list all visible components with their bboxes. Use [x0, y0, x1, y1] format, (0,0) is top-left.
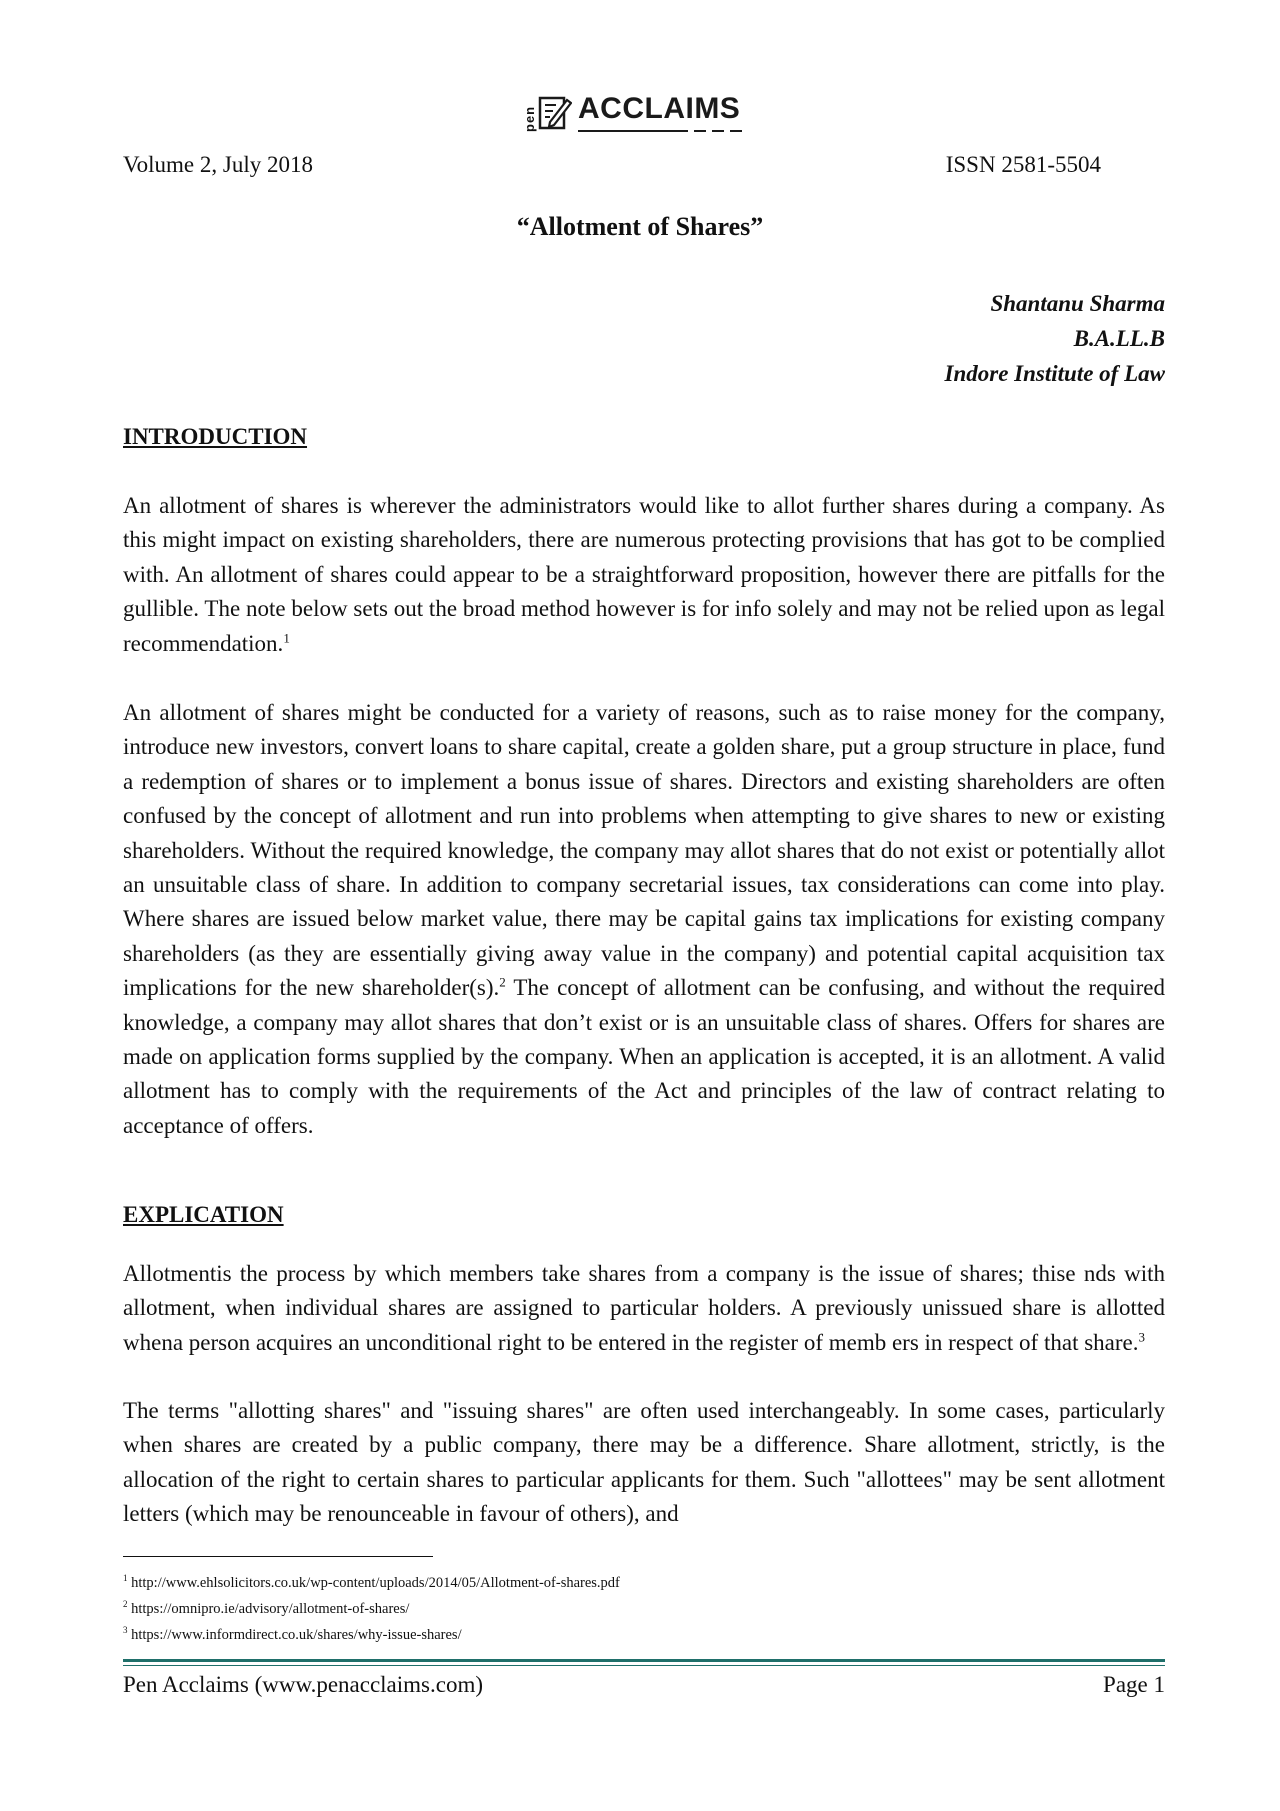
footer-publisher: Pen Acclaims (www.penacclaims.com): [123, 1672, 484, 1697]
journal-logo: [522, 88, 762, 144]
intro-paragraph-2-text-b: The concept of allotment can be confusing, and without the required knowledge, a company may allot shares that don’t exist or is an unsuitable class of shares. Offers for shares are made on application forms supplied by the company. When an application is accepted, it is an allotment. A valid allotment has to comply with the requirements of the Act and principles of the law of contract relating to acceptance of offers.: [123, 975, 1165, 1138]
footnote-link[interactable]: https://omnipro.ie/advisory/allotment-of-shares/: [131, 1600, 410, 1617]
footnote-item: [123, 1568, 620, 1594]
footnote-ref: 2: [499, 974, 506, 990]
footer-rule-thin: [123, 1665, 1165, 1666]
pen-notepad-icon: [536, 92, 572, 132]
logo-underline: [578, 130, 688, 132]
author-degree: B.A.LL.B: [1073, 326, 1165, 351]
logo-dash: [712, 130, 724, 132]
paper-title: “Allotment of Shares”: [516, 212, 764, 241]
footnote-link[interactable]: https://www.informdirect.co.uk/shares/why-issue-shares/: [131, 1626, 462, 1643]
footnote-number: 3: [123, 1624, 128, 1635]
intro-paragraph-2-text-a: An allotment of shares might be conducted for a variety of reasons, such as to raise money for the company, introduce new investors, convert loans to share capital, create a golden share, put a group structure in place, fund a redemption of shares or to implement a bonus issue of shares. Directors and existing shareholders are often confused by the concept of allotment and run into problems when attempting to give shares to new or existing shareholders. Without the required knowledge, the company may allot shares that do not exist or potentially allot an unsuitable class of share. In addition to company secretarial issues, tax considerations can come into play. Where shares are issued below market value, there may be capital gains tax implications for existing company shareholders (as they are essentially giving away value in the company) and potential capital acquisition tax implications for the new shareholder(s).: [123, 700, 1165, 1001]
logo-pen-text: pen: [522, 105, 537, 132]
footnote-separator: [123, 1556, 433, 1557]
issn: ISSN 2581-5504: [945, 152, 1101, 177]
footer-rule-thick: [123, 1659, 1165, 1662]
footnotes: [123, 1568, 620, 1645]
footnote-item: [123, 1620, 620, 1646]
explication-paragraph-1-text: Allotmentis the process by which members take shares from a company is the issue of shares; thise nds with allotment, when individual shares are assigned to particular holders. A previously unissued share is allotted whena person acquires an unconditional right to be entered in the register of memb ers in respect of that share.: [123, 1261, 1165, 1355]
footnote-number: 2: [123, 1598, 128, 1609]
logo-dash: [694, 130, 706, 132]
volume-info: Volume 2, July 2018: [123, 152, 313, 177]
author-block: [945, 286, 1165, 391]
footnote-ref: 1: [283, 629, 290, 645]
footnote-link[interactable]: http://www.ehlsolicitors.co.uk/wp-content/uploads/2014/05/Allotment-of-shares.pdf: [131, 1574, 620, 1591]
intro-paragraph-1: [123, 489, 1165, 661]
footnote-number: 1: [123, 1573, 128, 1583]
intro-paragraph-2: [123, 696, 1165, 1143]
page-number: Page 1: [1103, 1672, 1165, 1697]
logo-dash: [730, 130, 742, 132]
explication-paragraph-2: The terms "allotting shares" and "issuing shares" are often used interchangeably. In some cases, particularly when shares are created by a public company, there may be a difference. Share allotment, strictly, is the allocation of the right to certain shares to particular applicants for them. Such "allottees" may be sent allotment letters (which may be renounceable in favour of others), and: [123, 1398, 1165, 1527]
intro-paragraph-1-text: An allotment of shares is wherever the administrators would like to allot further shares during a company. As this might impact on existing shareholders, there are numerous protecting provisions that has got to be complied with. An allotment of shares could appear to be a straightforward proposition, however there are pitfalls for the gullible. The note below sets out the broad method however is for info solely and may not be relied upon as legal recommendation.: [123, 493, 1165, 656]
explication-paragraph-1: [123, 1257, 1165, 1360]
section-heading-explication: EXPLICATION: [123, 1202, 284, 1227]
section-heading-introduction: INTRODUCTION: [123, 424, 308, 449]
author-institute: Indore Institute of Law: [944, 361, 1165, 386]
footnote-ref: 3: [1138, 1329, 1145, 1345]
logo-wordmark: ACCLAIMS: [578, 92, 741, 125]
footnote-item: [123, 1594, 620, 1620]
author-name: Shantanu Sharma: [990, 291, 1165, 316]
